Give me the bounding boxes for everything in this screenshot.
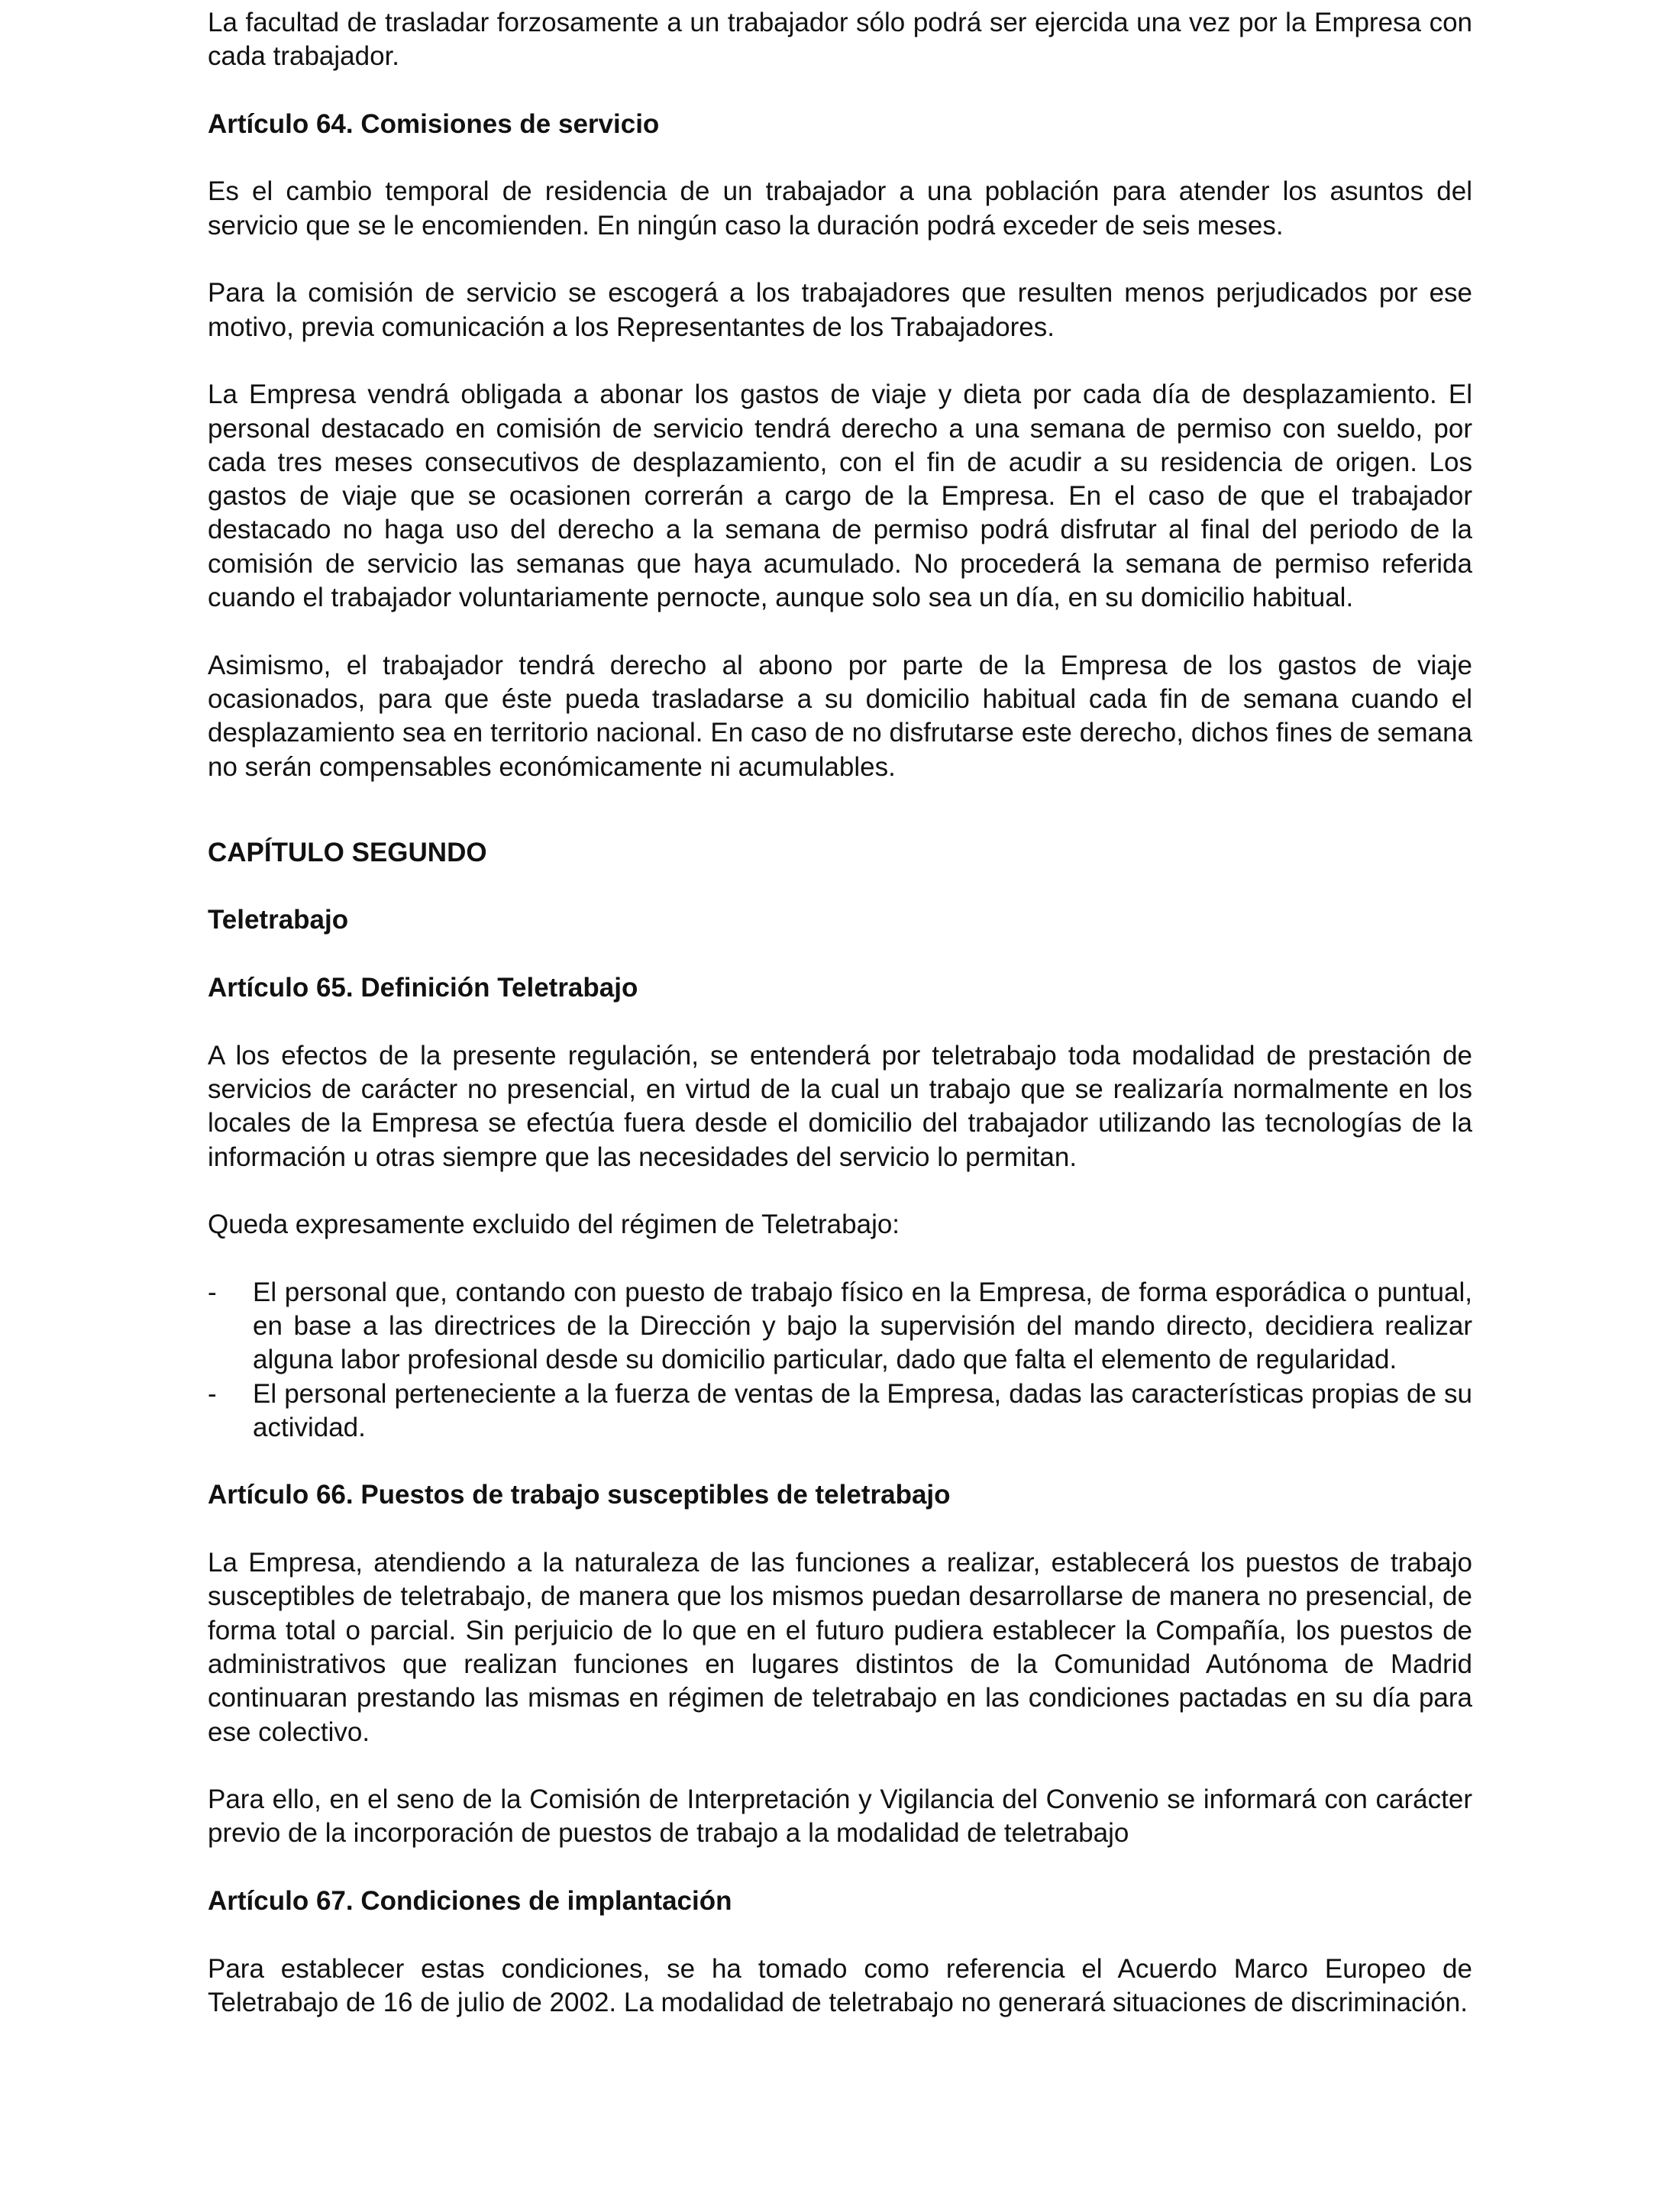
list-item-text: El personal que, contando con puesto de trabajo físico en la Empresa, de forma esporádica o puntual, en base a las directrices de la Dirección y bajo la supervisión del mando directo, decidiera realizar alguna labor profesional desde su domicilio particular, dado que falta el elemento de regularidad. xyxy=(253,1277,1472,1375)
bullet-dash: - xyxy=(208,1277,217,1307)
bullet-dash: - xyxy=(208,1378,217,1409)
list-item-text: El personal perteneciente a la fuerza de ventas de la Empresa, dadas las características propias de su actividad. xyxy=(253,1378,1472,1442)
article-64-paragraph-2: Para la comisión de servicio se escogerá a los trabajadores que resulten menos perjudicados por ese motivo, previa comunicación a los Representantes de los Trabajadores. xyxy=(208,278,1472,342)
article-64-paragraph-3: La Empresa vendrá obligada a abonar los gastos de viaje y dieta por cada día de desplazamiento. El personal destacado en comisión de servicio tendrá derecho a una semana de permiso con sueldo, por cada tres meses consecutivos de desplazamiento, con el fin de acudir a su residencia de origen. Los gastos de viaje que se ocasionen correrán a cargo de la Empresa. En el caso de que el trabajador destacado no haga uso del derecho a la semana de permiso podrá disfrutar al final del periodo de la comisión de servicio las semanas que haya acumulado. No procederá la semana de permiso referida cuando el trabajador voluntariamente pernocte, aunque solo sea un día, en su domicilio habitual. xyxy=(208,379,1472,613)
article-65-paragraph-2: Queda expresamente excluido del régimen de Teletrabajo: xyxy=(208,1210,900,1240)
article-65-paragraph-1: A los efectos de la presente regulación, se entenderá por teletrabajo toda modalidad de prestación de servicios de carácter no presencial, en virtud de la cual un trabajo que se realizaría normalmente en los locales de la Empresa se efectúa fuera desde el domicilio del trabajador utilizando las tecnologías de la información u otras siempre que las necesidades del servicio lo permitan. xyxy=(208,1040,1472,1172)
article-67-heading: Artículo 67. Condiciones de implantación xyxy=(208,1886,732,1917)
article-66-heading: Artículo 66. Puestos de trabajo susceptibles de teletrabajo xyxy=(208,1480,951,1510)
list-item xyxy=(208,1377,1472,1445)
document-page xyxy=(208,6,1472,2020)
article-64-paragraph-1: Es el cambio temporal de residencia de un trabajador a una población para atender los asuntos del servicio que se le encomienden. En ningún caso la duración podrá exceder de seis meses. xyxy=(208,176,1472,241)
article-64-heading: Artículo 64. Comisiones de servicio xyxy=(208,108,660,139)
article-65-heading: Artículo 65. Definición Teletrabajo xyxy=(208,973,638,1003)
chapter-subtitle: Teletrabajo xyxy=(208,905,349,935)
article-66-paragraph-1: La Empresa, atendiendo a la naturaleza de las funciones a realizar, establecerá los puestos de trabajo susceptibles de teletrabajo, de manera que los mismos puedan desarrollarse de manera no presencial, de forma total o parcial. Sin perjuicio de lo que en el futuro pudiera establecer la Compañía, los puestos de administrativos que realizan funciones en lugares distintos de la Comunidad Autónoma de Madrid continuaran prestando las mismas en régimen de teletrabajo en las condiciones pactadas en su día para ese colectivo. xyxy=(208,1548,1472,1747)
list-item xyxy=(208,1276,1472,1377)
chapter-title: CAPÍTULO SEGUNDO xyxy=(208,837,487,867)
article-66-paragraph-2: Para ello, en el seno de la Comisión de Interpretación y Vigilancia del Convenio se informará con carácter previo de la incorporación de puestos de trabajo a la modalidad de teletrabajo xyxy=(208,1784,1472,1849)
intro-paragraph: La facultad de trasladar forzosamente a un trabajador sólo podrá ser ejercida una vez por la Empresa con cada trabajador. xyxy=(208,8,1472,72)
article-67-paragraph-1: Para establecer estas condiciones, se ha tomado como referencia el Acuerdo Marco Europeo de Teletrabajo de 16 de julio de 2002. La modalidad de teletrabajo no generará situaciones de discriminación. xyxy=(208,1953,1472,2017)
exclusion-list xyxy=(208,1276,1472,1445)
article-64-paragraph-4: Asimismo, el trabajador tendrá derecho al abono por parte de la Empresa de los gastos de viaje ocasionados, para que éste pueda trasladarse a su domicilio habitual cada fin de semana cuando el desplazamiento sea en territorio nacional. En caso de no disfrutarse este derecho, dichos fines de semana no serán compensables económicamente ni acumulables. xyxy=(208,650,1472,782)
